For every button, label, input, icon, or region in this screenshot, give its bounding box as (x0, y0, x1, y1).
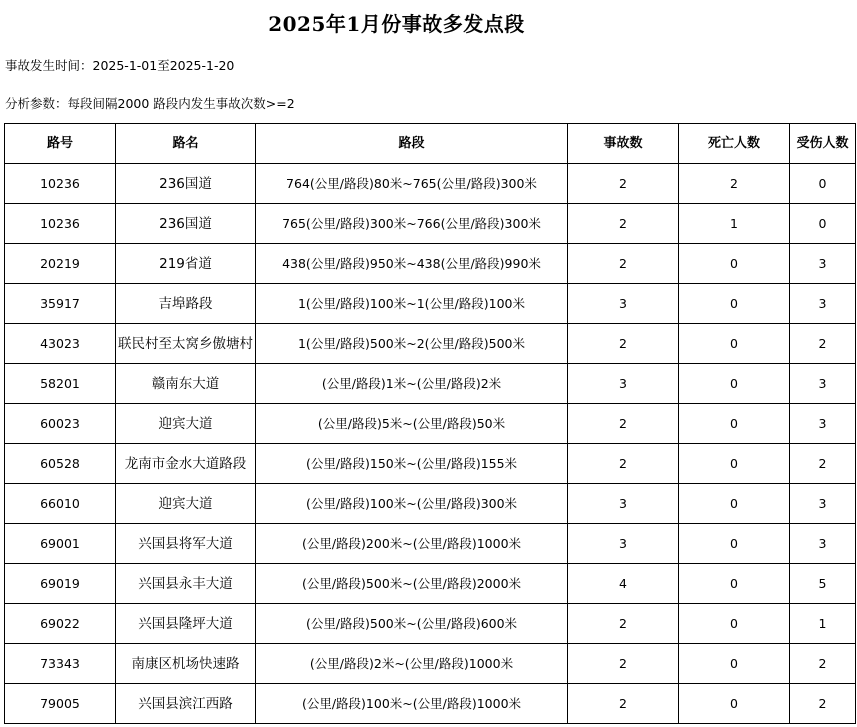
table-row (5, 564, 856, 604)
column-header-injuries: 受伤人数 (790, 124, 856, 164)
cell-road-id: 35917 (5, 284, 116, 324)
table-row (5, 484, 856, 524)
cell-road-section: (公里/路段)1米~(公里/路段)2米 (256, 364, 568, 404)
cell-road-name: 迎宾大道 (116, 484, 256, 524)
column-header-road-id: 路号 (5, 124, 116, 164)
cell-accident-count: 2 (568, 244, 679, 284)
cell-injuries: 3 (790, 284, 856, 324)
table-row (5, 204, 856, 244)
cell-road-section: 1(公里/路段)500米~2(公里/路段)500米 (256, 324, 568, 364)
cell-road-id: 43023 (5, 324, 116, 364)
cell-injuries: 3 (790, 244, 856, 284)
cell-road-name: 兴国县永丰大道 (116, 564, 256, 604)
cell-injuries: 2 (790, 324, 856, 364)
cell-accident-count: 4 (568, 564, 679, 604)
cell-deaths: 2 (679, 164, 790, 204)
cell-injuries: 2 (790, 684, 856, 724)
cell-road-section: (公里/路段)2米~(公里/路段)1000米 (256, 644, 568, 684)
cell-accident-count: 2 (568, 644, 679, 684)
cell-road-section: (公里/路段)100米~(公里/路段)300米 (256, 484, 568, 524)
cell-accident-count: 2 (568, 604, 679, 644)
cell-deaths: 0 (679, 604, 790, 644)
cell-road-name: 兴国县滨江西路 (116, 684, 256, 724)
cell-road-section: 765(公里/路段)300米~766(公里/路段)300米 (256, 204, 568, 244)
cell-road-section: 438(公里/路段)950米~438(公里/路段)990米 (256, 244, 568, 284)
table-row (5, 244, 856, 284)
cell-road-id: 69019 (5, 564, 116, 604)
table-row (5, 164, 856, 204)
cell-road-id: 60528 (5, 444, 116, 484)
cell-deaths: 0 (679, 244, 790, 284)
cell-injuries: 3 (790, 404, 856, 444)
report-title: 2025年1月份事故多发点段 (268, 12, 525, 36)
cell-road-section: 1(公里/路段)100米~1(公里/路段)100米 (256, 284, 568, 324)
cell-deaths: 0 (679, 324, 790, 364)
cell-injuries: 3 (790, 364, 856, 404)
cell-accident-count: 2 (568, 324, 679, 364)
cell-road-name: 吉埠路段 (116, 284, 256, 324)
cell-road-section: (公里/路段)150米~(公里/路段)155米 (256, 444, 568, 484)
cell-road-name: 兴国县隆坪大道 (116, 604, 256, 644)
cell-road-name: 兴国县将军大道 (116, 524, 256, 564)
table-row (5, 644, 856, 684)
cell-road-section: 764(公里/路段)80米~765(公里/路段)300米 (256, 164, 568, 204)
cell-accident-count: 2 (568, 164, 679, 204)
cell-road-section: (公里/路段)500米~(公里/路段)600米 (256, 604, 568, 644)
cell-road-name: 龙南市金水大道路段 (116, 444, 256, 484)
cell-accident-count: 2 (568, 204, 679, 244)
column-header-deaths: 死亡人数 (679, 124, 790, 164)
table-header-row (5, 124, 856, 164)
cell-deaths: 0 (679, 444, 790, 484)
cell-deaths: 0 (679, 644, 790, 684)
cell-road-section: (公里/路段)100米~(公里/路段)1000米 (256, 684, 568, 724)
cell-road-id: 79005 (5, 684, 116, 724)
cell-accident-count: 3 (568, 524, 679, 564)
cell-deaths: 0 (679, 524, 790, 564)
cell-accident-count: 3 (568, 364, 679, 404)
table-row (5, 524, 856, 564)
cell-accident-count: 2 (568, 404, 679, 444)
table-row (5, 444, 856, 484)
cell-road-id: 69022 (5, 604, 116, 644)
cell-road-section: (公里/路段)200米~(公里/路段)1000米 (256, 524, 568, 564)
column-header-road-name: 路名 (116, 124, 256, 164)
cell-injuries: 1 (790, 604, 856, 644)
cell-road-id: 69001 (5, 524, 116, 564)
cell-road-name: 236国道 (116, 164, 256, 204)
cell-injuries: 0 (790, 204, 856, 244)
cell-deaths: 1 (679, 204, 790, 244)
cell-road-name: 赣南东大道 (116, 364, 256, 404)
table-row (5, 284, 856, 324)
table-body (5, 164, 856, 724)
column-header-road-section: 路段 (256, 124, 568, 164)
cell-injuries: 2 (790, 644, 856, 684)
cell-road-id: 20219 (5, 244, 116, 284)
cell-injuries: 3 (790, 524, 856, 564)
cell-deaths: 0 (679, 684, 790, 724)
cell-injuries: 2 (790, 444, 856, 484)
cell-road-id: 73343 (5, 644, 116, 684)
cell-road-id: 66010 (5, 484, 116, 524)
cell-deaths: 0 (679, 404, 790, 444)
cell-road-name: 迎宾大道 (116, 404, 256, 444)
cell-accident-count: 2 (568, 684, 679, 724)
cell-deaths: 0 (679, 484, 790, 524)
cell-road-id: 10236 (5, 164, 116, 204)
cell-road-name: 236国道 (116, 204, 256, 244)
cell-injuries: 5 (790, 564, 856, 604)
cell-deaths: 0 (679, 284, 790, 324)
cell-deaths: 0 (679, 364, 790, 404)
accident-hotspot-table (4, 123, 856, 724)
cell-accident-count: 3 (568, 484, 679, 524)
cell-accident-count: 3 (568, 284, 679, 324)
cell-road-name: 联民村至太窝乡傲塘村 (116, 324, 256, 364)
cell-injuries: 0 (790, 164, 856, 204)
accident-time-range: 事故发生时间：2025-1-01至2025-1-20 (5, 58, 235, 73)
cell-road-id: 10236 (5, 204, 116, 244)
analysis-parameters: 分析参数：每段间隔2000 路段内发生事故次数>=2 (5, 96, 295, 111)
cell-deaths: 0 (679, 564, 790, 604)
table-row (5, 364, 856, 404)
table-row (5, 404, 856, 444)
cell-road-id: 60023 (5, 404, 116, 444)
cell-accident-count: 2 (568, 444, 679, 484)
table-row (5, 604, 856, 644)
cell-injuries: 3 (790, 484, 856, 524)
table-row (5, 684, 856, 724)
cell-road-name: 219省道 (116, 244, 256, 284)
table-row (5, 324, 856, 364)
cell-road-section: (公里/路段)500米~(公里/路段)2000米 (256, 564, 568, 604)
cell-road-id: 58201 (5, 364, 116, 404)
column-header-accident-count: 事故数 (568, 124, 679, 164)
cell-road-section: (公里/路段)5米~(公里/路段)50米 (256, 404, 568, 444)
cell-road-name: 南康区机场快速路 (116, 644, 256, 684)
